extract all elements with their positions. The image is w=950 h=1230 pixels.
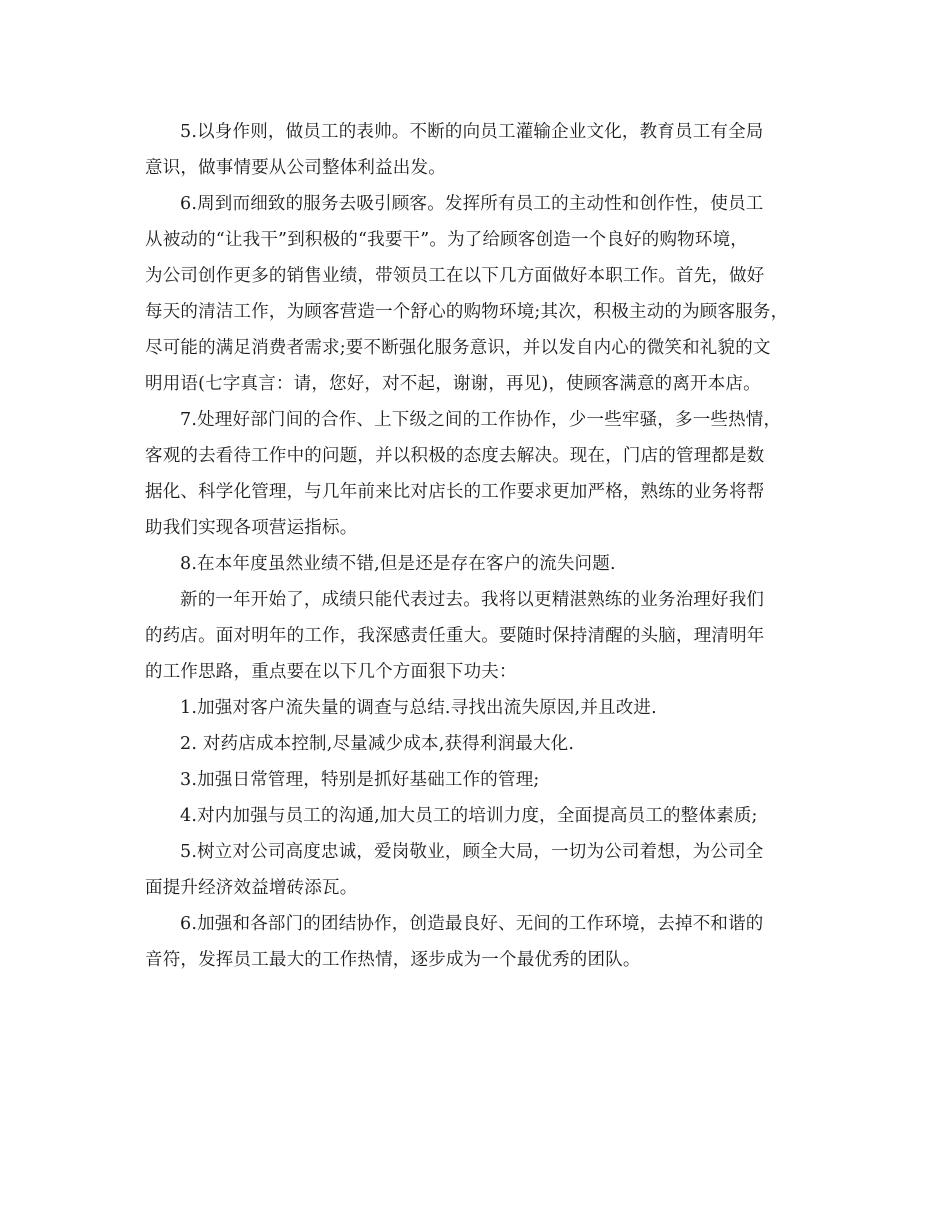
text-line: 明用语(七字真言：请，您好，对不起，谢谢，再见)，使顾客满意的离开本店。	[145, 374, 761, 394]
text-line: 7.处理好部门间的合作、上下级之间的工作协作，少一些牢骚，多一些热情，	[180, 410, 782, 430]
text-line: 6.周到而细致的服务去吸引顾客。发挥所有员工的主动性和创作性，使员工	[180, 194, 764, 214]
text-line: 5.树立对公司高度忠诚，爱岗敬业，顾全大局，一切为公司着想，为公司全	[180, 842, 764, 862]
text-line: 4.对内加强与员工的沟通,加大员工的培训力度，全面提高员工的整体素质;	[180, 806, 758, 826]
text-line: 面提升经济效益增砖添瓦。	[145, 878, 358, 898]
text-line: 5.以身作则，做员工的表帅。不断的向员工灌输企业文化，教育员工有全局	[180, 122, 764, 142]
text-line: 每天的清洁工作，为顾客营造一个舒心的购物环境;其次，积极主动的为顾客服务，	[145, 302, 789, 322]
text-line: 2. 对药店成本控制,尽量减少成本,获得利润最大化.	[180, 734, 575, 754]
text-line: 1.加强对客户流失量的调查与总结.寻找出流失原因,并且改进.	[180, 698, 657, 718]
text-line: 的工作思路，重点要在以下几个方面狠下功夫：	[145, 662, 517, 682]
text-line: 据化、科学化管理，与几年前来比对店长的工作要求更加严格，熟练的业务将帮	[145, 482, 765, 502]
text-line: 助我们实现各项营运指标。	[145, 518, 358, 538]
text-line: 尽可能的满足消费者需求;要不断强化服务意识，并以发自内心的微笑和礼貌的文	[145, 338, 771, 358]
text-line: 新的一年开始了，成绩只能代表过去。我将以更精湛熟练的业务治理好我们	[180, 590, 765, 610]
text-line: 为公司创作更多的销售业绩，带领员工在以下几方面做好本职工作。首先，做好	[145, 266, 765, 286]
text-line: 客观的去看待工作中的问题，并以积极的态度去解决。现在，门店的管理都是数	[145, 446, 765, 466]
text-line: 意识，做事情要从公司整体利益出发。	[145, 158, 446, 178]
text-line: 3.加强日常管理，特别是抓好基础工作的管理;	[180, 770, 540, 790]
text-line: 从被动的“让我干”到积极的“我要干”。为了给顾客创造一个良好的购物环境，	[145, 230, 748, 250]
text-line: 的药店。面对明年的工作，我深感责任重大。要随时保持清醒的头脑，理清明年	[145, 626, 765, 646]
text-line: 8.在本年度虽然业绩不错,但是还是存在客户的流失问题.	[180, 554, 616, 574]
text-line: 音符，发挥员工最大的工作热情，逐步成为一个最优秀的团队。	[145, 950, 641, 970]
text-line: 6.加强和各部门的团结协作，创造最良好、无间的工作环境，去掉不和谐的	[180, 914, 764, 934]
